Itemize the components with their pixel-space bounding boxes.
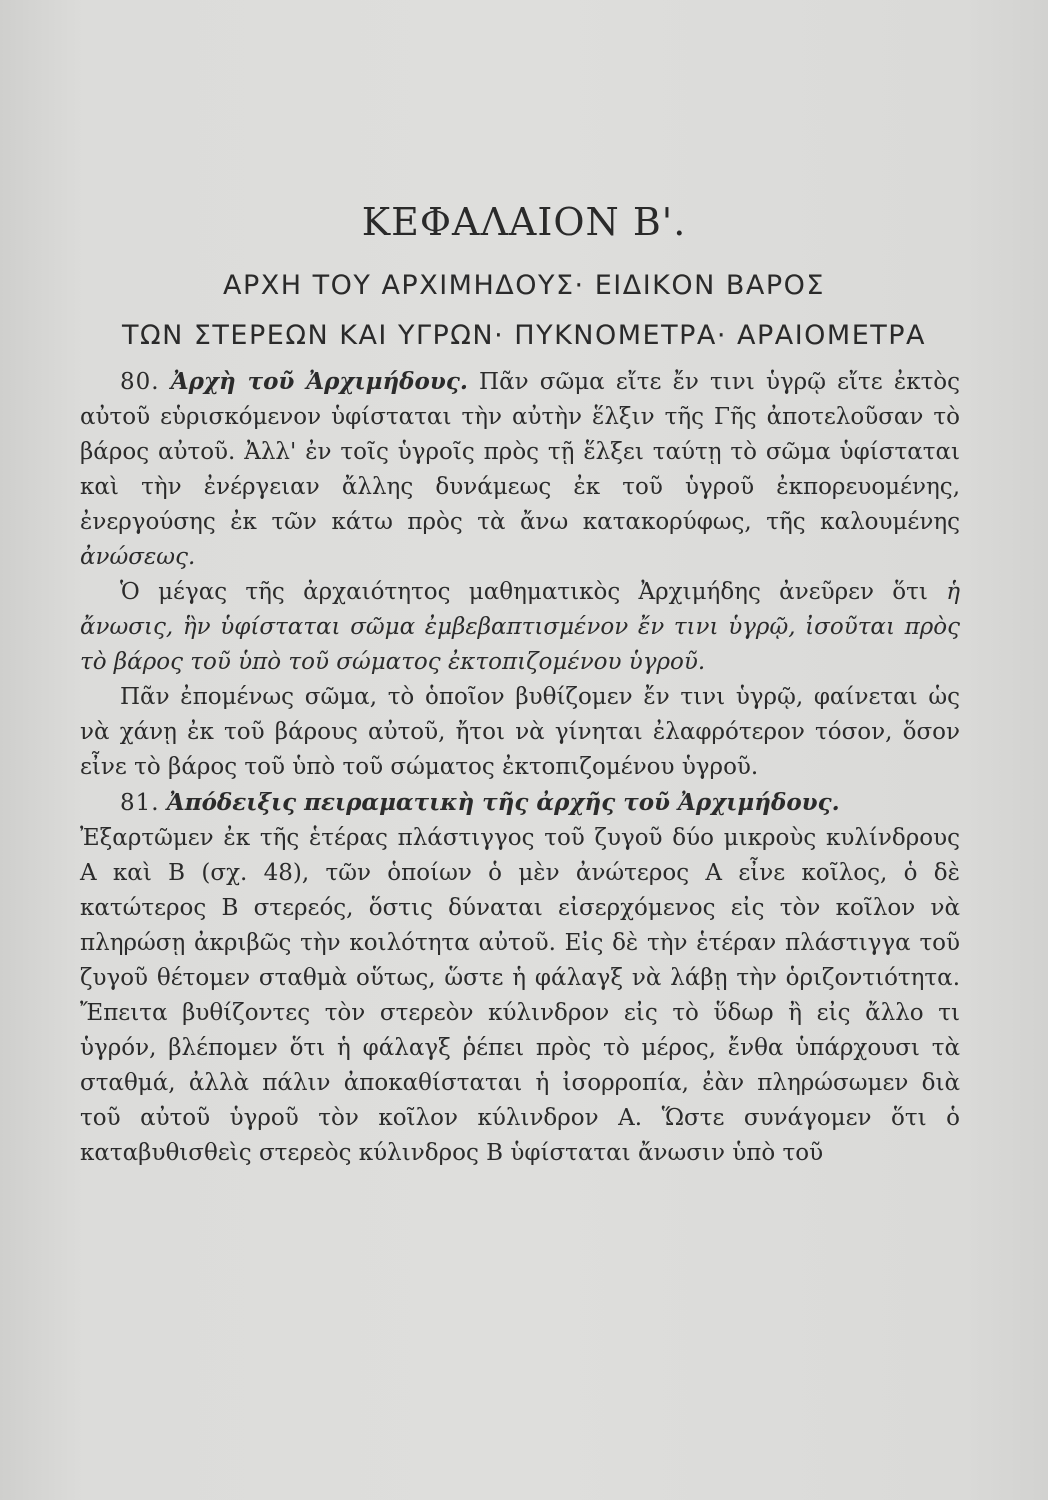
section-80-text-1: Πᾶν σῶμα εἴτε ἔν τινι ὑγρῷ εἴτε ἐκτὸς αὐτοῦ εὑρισκόμενον ὑφίσταται τὴν αὐτὴν ἕλξιν τῆς Γῆς ἀποτελοῦσαν τὸ βάρος αὐτοῦ. Ἀλλ' ἐν τοῖς ὑγροῖς πρὸς τῇ ἕλξει ταύτῃ τὸ σῶμα ὑφίσταται καὶ τὴν ἐνέργειαν ἄλλης δυνάμεως ἐκ τοῦ ὑγροῦ ἐκπορευομένης, ἐνεργούσης ἐκ τῶν κάτω πρὸς τὰ ἄνω κατακορύφως, τῆς καλουμένης	[80, 369, 961, 535]
section-81-paragraph-2: Ἐξαρτῶμεν ἐκ τῆς ἑτέρας πλάστιγγος τοῦ ζυγοῦ δύο μικροὺς κυλίνδρους Α καὶ Β (σχ. 48), τῶν ὁποίων ὁ μὲν ἀνώτερος Α εἶνε κοῖλος, ὁ δὲ κατώτερος Β στερεός, ὅστις δύναται εἰσερχόμενος εἰς τὸν κοῖλον νὰ πληρώσῃ ἀκριβῶς τὴν κοιλότητα αὐτοῦ. Εἰς δὲ τὴν ἑτέραν πλάστιγγα τοῦ ζυγοῦ θέτομεν σταθμὰ οὕτως, ὥστε ἡ φάλαγξ νὰ λάβῃ τὴν ὁριζοντιότητα. Ἔπειτα βυθίζοντες τὸν στερεὸν κύλινδρον εἰς τὸ ὕδωρ ἢ εἰς ἄλλο τι ὑγρόν, βλέπομεν ὅτι ἡ φάλαγξ ῥέπει πρὸς τὸ μέρος, ἔνθα ὑπάρχουσι τὰ σταθμά, ἀλλὰ πάλιν ἀποκαθίσταται ἡ ἰσορροπία, ἐὰν πληρώσωμεν διὰ τοῦ αὐτοῦ ὑγροῦ τὸν κοῖλον κύλινδρον Α. Ὥστε συνάγομεν ὅτι ὁ καταβυθισθεὶς στερεὸς κύλινδρος Β ὑφίσταται ἄνωσιν ὑπὸ τοῦ	[80, 825, 960, 1166]
section-80-number: 80.	[120, 369, 160, 395]
section-81-number: 81.	[120, 790, 160, 816]
chapter-title-line-1: ΑΡΧΗ ΤΟΥ ΑΡΧΙΜΗΔΟΥΣ· ΕΙΔΙΚΟΝ ΒΑΡΟΣ	[223, 270, 825, 301]
section-80-text-1-end: ἀνώσεως.	[80, 544, 196, 570]
section-80-paragraph-1	[80, 364, 960, 575]
body-text	[80, 364, 960, 1171]
section-80-paragraph-3: Πᾶν ἐπομένως σῶμα, τὸ ὁποῖον βυθίζομεν ἔν τινι ὑγρῷ, φαίνεται ὡς νὰ χάνῃ ἐκ τοῦ βάρους αὐτοῦ, ἤτοι νὰ γίνηται ἐλαφρότερον τόσον, ὅσον εἶνε τὸ βάρος τοῦ ὑπὸ τοῦ σώματος ἐκτοπιζομένου ὑγροῦ.	[80, 684, 960, 780]
section-80-text-2-start: Ὁ μέγας τῆς ἀρχαιότητος μαθηματικὸς Ἀρχιμήδης ἀνεῦρεν ὅτι	[120, 579, 928, 605]
section-80-principle: ἡ ἄνωσις, ἣν ὑφίσταται σῶμα ἐμβεβαπτισμένον ἔν τινι ὑγρῷ, ἰσοῦται πρὸς τὸ βάρος τοῦ ὑπὸ τοῦ σώματος ἐκτοπιζομένου ὑγροῦ.	[80, 579, 961, 675]
section-80-heading: Ἀρχὴ τοῦ Ἀρχιμήδους.	[170, 368, 468, 395]
chapter-title-line-2: ΤΩΝ ΣΤΕΡΕΩΝ ΚΑΙ ΥΓΡΩΝ· ΠΥΚΝΟΜΕΤΡΑ· ΑΡΑΙΟΜΕΤΡΑ	[121, 320, 927, 351]
section-80-paragraph-2	[80, 575, 960, 680]
chapter-heading: ΚΕΦΑΛΑΙΟΝ Β'.	[361, 200, 687, 244]
section-81-heading: Ἀπόδειξις πειραματικὴ τῆς ἀρχῆς τοῦ Ἀρχιμήδους.	[166, 789, 840, 816]
section-81-paragraph-1	[80, 785, 960, 821]
